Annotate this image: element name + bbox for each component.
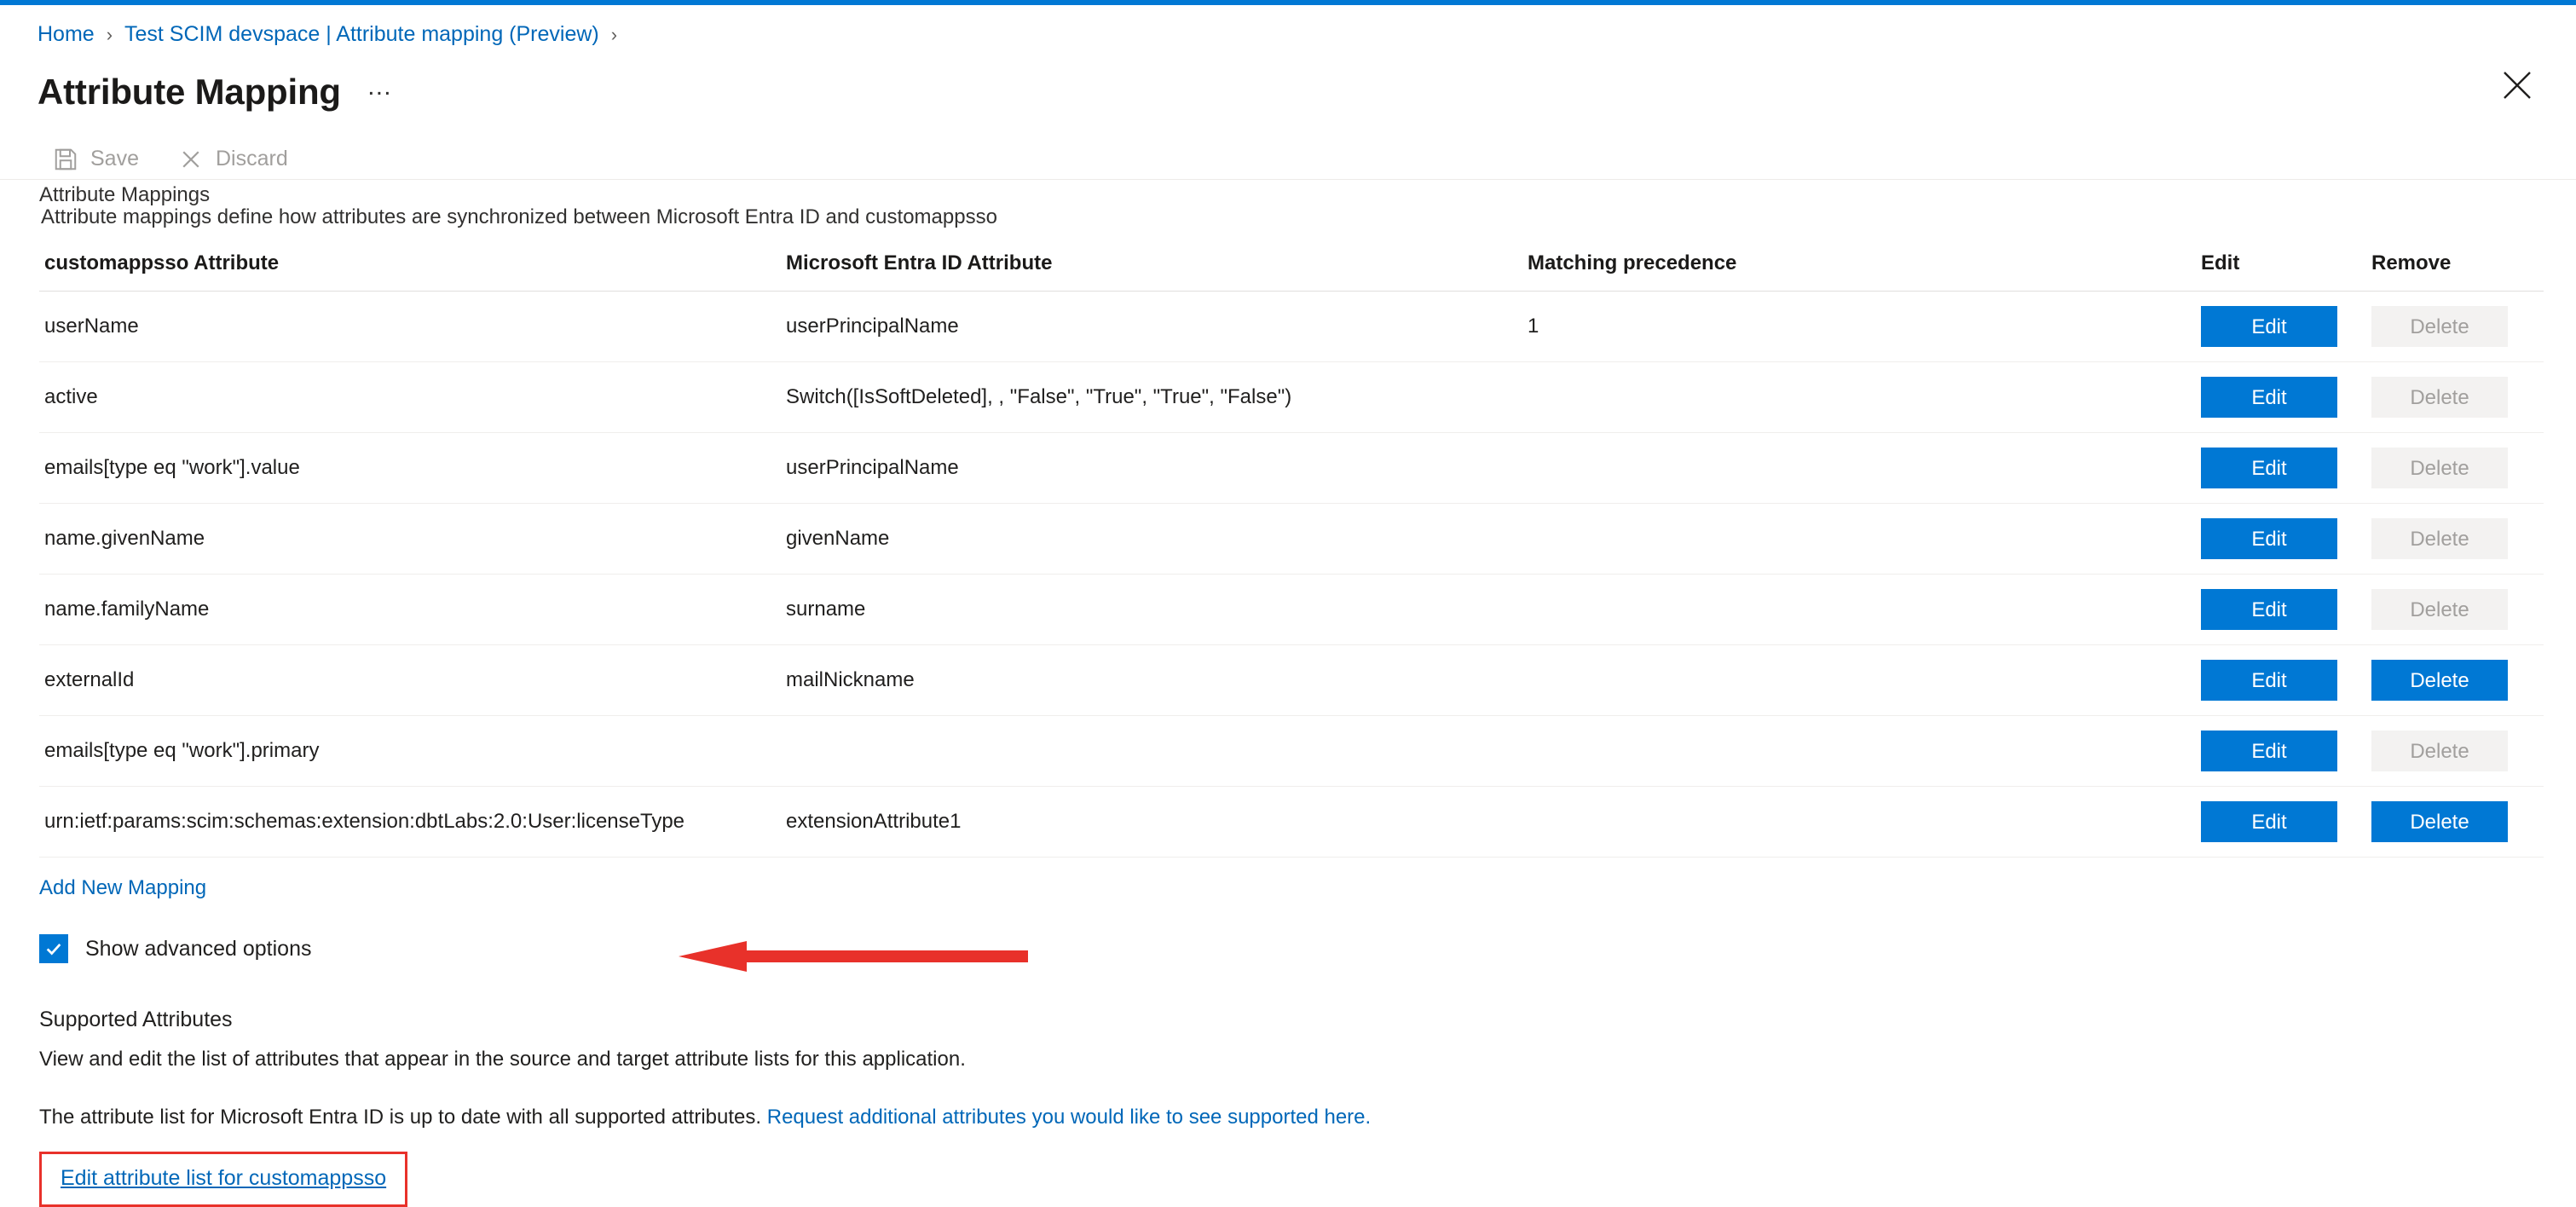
- show-advanced-options-label: Show advanced options: [85, 936, 312, 961]
- show-advanced-options-row: [39, 934, 2538, 963]
- cell-source: emails[type eq "work"].value: [39, 433, 781, 504]
- edit-button[interactable]: Edit: [2201, 306, 2337, 347]
- save-label: Save: [90, 147, 139, 170]
- command-bar: [0, 113, 2576, 180]
- add-new-mapping-link[interactable]: Add New Mapping: [39, 876, 207, 899]
- cell-remove: [2366, 292, 2544, 362]
- column-header-source: customappsso Attribute: [39, 251, 781, 292]
- table-row: [39, 362, 2544, 433]
- save-icon: [53, 147, 78, 172]
- cell-precedence: [1522, 504, 2196, 575]
- cell-remove: [2366, 716, 2544, 787]
- cell-target: [781, 716, 1522, 787]
- cell-precedence: 1: [1522, 292, 2196, 362]
- delete-button: Delete: [2371, 306, 2508, 347]
- cell-source: name.familyName: [39, 575, 781, 645]
- page-title: Attribute Mapping: [38, 72, 341, 112]
- cell-edit: [2196, 362, 2366, 433]
- table-row: [39, 575, 2544, 645]
- delete-button: Delete: [2371, 589, 2508, 630]
- edit-button[interactable]: Edit: [2201, 660, 2337, 701]
- column-header-precedence: Matching precedence: [1522, 251, 2196, 292]
- breadcrumb-separator-icon: ›: [106, 23, 113, 45]
- column-header-edit: Edit: [2196, 251, 2366, 292]
- cell-remove: [2366, 575, 2544, 645]
- cell-edit: [2196, 292, 2366, 362]
- table-row: [39, 504, 2544, 575]
- cell-source: active: [39, 362, 781, 433]
- supported-attributes-title: Supported Attributes: [39, 1008, 233, 1031]
- supported-attributes-note: [39, 1106, 2538, 1129]
- table-row: [39, 787, 2544, 858]
- delete-button: Delete: [2371, 518, 2508, 559]
- breadcrumb: [0, 5, 2576, 45]
- delete-button[interactable]: Delete: [2371, 801, 2508, 842]
- edit-button[interactable]: Edit: [2201, 589, 2337, 630]
- show-advanced-options-checkbox[interactable]: [39, 934, 68, 963]
- attribute-mapping-page: [0, 5, 2576, 1190]
- cell-source: externalId: [39, 645, 781, 716]
- delete-button: Delete: [2371, 731, 2508, 771]
- main-content: [0, 183, 2576, 1207]
- discard-button[interactable]: [178, 147, 288, 172]
- edit-button[interactable]: Edit: [2201, 518, 2337, 559]
- cell-target: surname: [781, 575, 1522, 645]
- cell-precedence: [1522, 787, 2196, 858]
- attribute-mapping-table: [39, 251, 2544, 858]
- cell-edit: [2196, 575, 2366, 645]
- cell-remove: [2366, 787, 2544, 858]
- edit-button[interactable]: Edit: [2201, 731, 2337, 771]
- cell-source: urn:ietf:params:scim:schemas:extension:dbtLabs:2.0:User:licenseType: [39, 787, 781, 858]
- cell-target: mailNickname: [781, 645, 1522, 716]
- cell-source: name.givenName: [39, 504, 781, 575]
- cell-target: userPrincipalName: [781, 433, 1522, 504]
- cell-remove: [2366, 504, 2544, 575]
- edit-button[interactable]: Edit: [2201, 377, 2337, 418]
- cell-edit: [2196, 716, 2366, 787]
- request-additional-attributes-link[interactable]: Request additional attributes you would like to see supported here.: [766, 1106, 1372, 1129]
- cell-remove: [2366, 645, 2544, 716]
- cell-edit: [2196, 645, 2366, 716]
- annotation-arrow-icon: [363, 939, 1045, 978]
- save-button[interactable]: [53, 147, 139, 172]
- column-header-target: Microsoft Entra ID Attribute: [781, 251, 1522, 292]
- delete-button: Delete: [2371, 377, 2508, 418]
- column-header-remove: Remove: [2366, 251, 2544, 292]
- cell-source: userName: [39, 292, 781, 362]
- discard-label: Discard: [215, 147, 288, 170]
- cell-precedence: [1522, 575, 2196, 645]
- edit-attribute-list-highlight: [39, 1152, 407, 1207]
- cell-edit: [2196, 787, 2366, 858]
- discard-icon: [178, 147, 204, 172]
- table-row: [39, 645, 2544, 716]
- table-header-row: [39, 251, 2544, 292]
- breadcrumb-item-devspace[interactable]: Test SCIM devspace | Attribute mapping (Preview): [124, 22, 599, 46]
- cell-precedence: [1522, 362, 2196, 433]
- table-row: [39, 716, 2544, 787]
- cell-target: extensionAttribute1: [781, 787, 1522, 858]
- cell-precedence: [1522, 716, 2196, 787]
- supported-attributes-description: View and edit the list of attributes that appear in the source and target attribute lists for this application.: [39, 1048, 966, 1071]
- edit-button[interactable]: Edit: [2201, 801, 2337, 842]
- breadcrumb-separator-icon-2: ›: [610, 23, 618, 45]
- edit-attribute-list-link[interactable]: Edit attribute list for customappsso: [61, 1166, 387, 1190]
- edit-button[interactable]: Edit: [2201, 448, 2337, 488]
- title-row: [0, 45, 2576, 113]
- cell-edit: [2196, 433, 2366, 504]
- breadcrumb-item-home[interactable]: Home: [38, 22, 95, 46]
- section-heading-clipped: Attribute Mappings: [39, 183, 211, 206]
- delete-button[interactable]: Delete: [2371, 660, 2508, 701]
- cell-precedence: [1522, 433, 2196, 504]
- cell-target: userPrincipalName: [781, 292, 1522, 362]
- table-row: [39, 433, 2544, 504]
- supported-attributes-note-text: The attribute list for Microsoft Entra ID is up to date with all supported attributes.: [39, 1106, 767, 1129]
- cell-target: Switch([IsSoftDeleted], , "False", "True", "True", "False"): [781, 362, 1522, 433]
- cell-source: emails[type eq "work"].primary: [39, 716, 781, 787]
- cell-remove: [2366, 433, 2544, 504]
- cell-edit: [2196, 504, 2366, 575]
- cell-target: givenName: [781, 504, 1522, 575]
- close-icon[interactable]: [2498, 66, 2537, 105]
- mapping-description: Attribute mappings define how attributes are synchronized between Microsoft Entra ID and customappsso: [41, 205, 997, 228]
- table-row: [39, 292, 2544, 362]
- delete-button: Delete: [2371, 448, 2508, 488]
- more-actions-icon[interactable]: …: [366, 72, 394, 101]
- cell-precedence: [1522, 645, 2196, 716]
- cell-remove: [2366, 362, 2544, 433]
